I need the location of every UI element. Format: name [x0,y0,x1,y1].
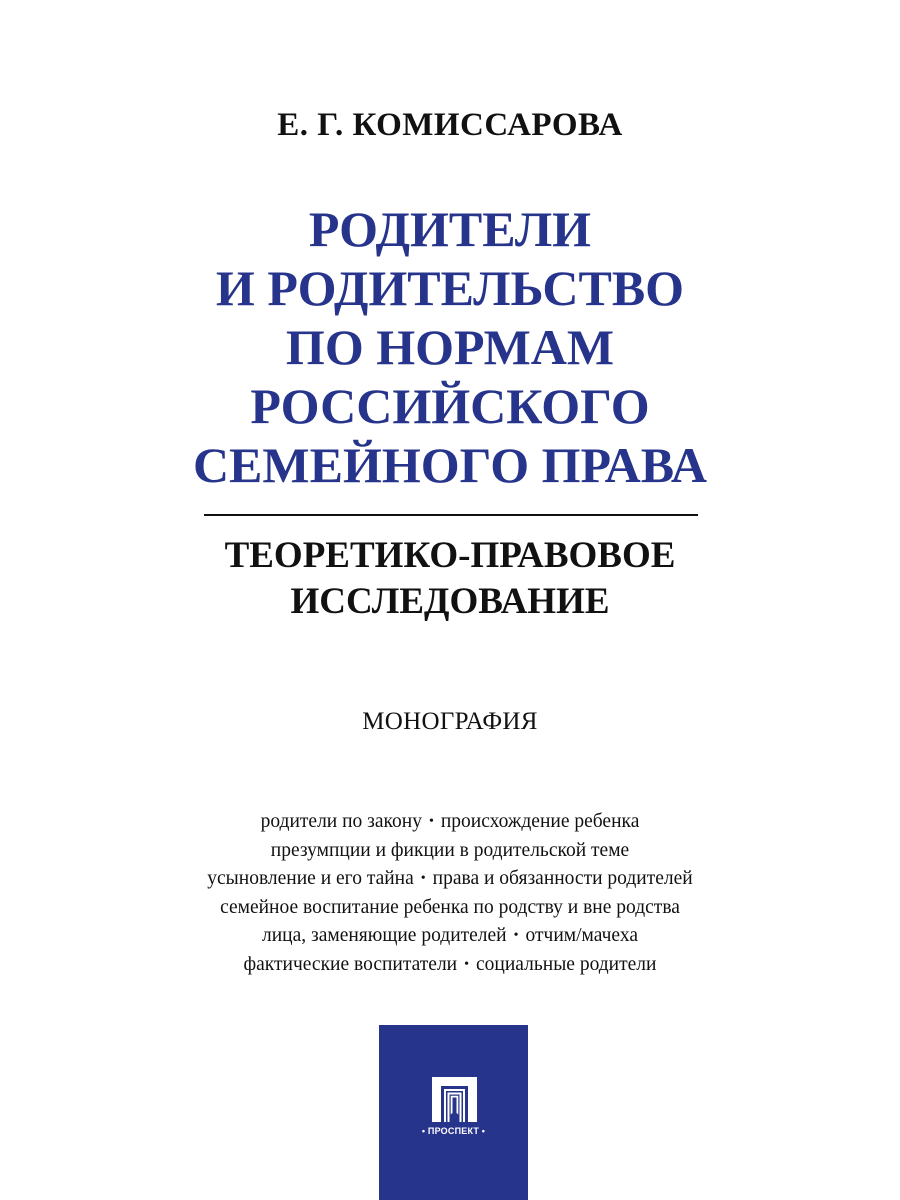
subtitle-line: ИССЛЕДОВАНИЕ [290,581,610,622]
title-line: И РОДИТЕЛЬСТВО [215,260,685,316]
title-divider [204,514,698,516]
keyword: социальные родители [476,953,657,975]
bullet-separator: • [464,956,470,972]
keyword: усыновление и его тайна [207,868,414,890]
title-line: РОССИЙСКОГО [250,378,650,434]
keyword-line [0,808,900,837]
bullet-separator: • [428,814,434,829]
keyword-line [0,894,900,923]
bullet-separator: • [420,871,426,887]
keyword: презумпции и фикции в родительской теме [270,839,630,861]
publisher-name: • ПРОСПЕКТ • [421,1126,486,1136]
book-subtitle [0,533,900,625]
title-line: РОДИТЕЛИ [308,201,592,257]
keyword-line [0,922,900,951]
genre-label: МОНОГРАФИЯ [362,708,538,735]
book-title [0,200,900,495]
keyword: семейное воспитание ребенка по родству и вне родства [220,896,680,918]
keyword-line [0,865,900,894]
title-line: ПО НОРМАМ [285,319,615,375]
keyword: отчим/мачеха [525,925,638,947]
bullet-separator: • [513,928,519,944]
archway-logo-icon [432,1077,477,1122]
keyword: фактические воспитатели [243,953,458,975]
publisher-block [379,1025,528,1200]
keyword: лица, заменяющие родителей [262,925,507,947]
keyword: права и обязанности родителей [432,868,693,890]
subtitle-line: ТЕОРЕТИКО-ПРАВОВОЕ [224,535,676,576]
keyword: родители по закону [260,811,422,832]
keyword-list [0,808,900,980]
keyword-line [0,837,900,866]
author-name: Е. Г. КОМИССАРОВА [277,107,623,143]
keyword: происхождение ребенка [440,811,640,832]
title-line: СЕМЕЙНОГО ПРАВА [192,437,708,493]
keyword-line [0,951,900,980]
